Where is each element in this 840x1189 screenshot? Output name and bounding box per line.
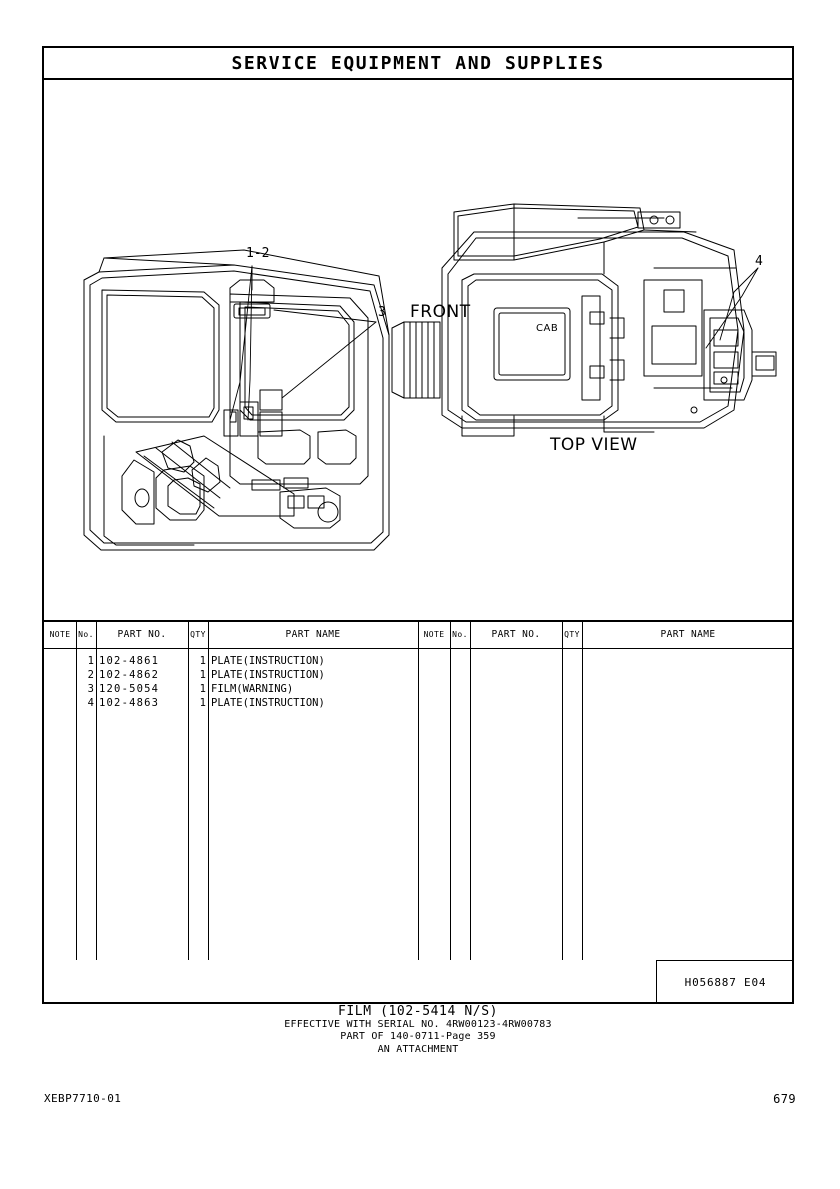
parts-table-grid (44, 622, 792, 960)
table-row: 102-4863 (99, 697, 160, 709)
caption-line-4: AN ATTACHMENT (377, 1043, 459, 1055)
parts-table (44, 620, 792, 960)
sheet-title: SERVICE EQUIPMENT AND SUPPLIES (231, 52, 605, 74)
caption-line-3: PART OF 140-0711-Page 359 (340, 1031, 496, 1042)
table-row: 1 (199, 655, 206, 667)
header-part-no-right: PART NO. (491, 629, 541, 640)
header-part-no-left: PART NO. (117, 629, 167, 640)
illustration-area (44, 80, 792, 620)
col-sep-l4 (208, 622, 209, 960)
table-row: 3 (87, 683, 94, 695)
table-row: 1 (199, 697, 206, 709)
header-part-name-left: PART NAME (285, 629, 341, 640)
table-row: 1 (199, 683, 206, 695)
caption-line-2: EFFECTIVE WITH SERIAL NO. 4RW00123-4RW00783 (284, 1018, 552, 1030)
header-note-right: NOTE (423, 630, 445, 639)
header-qty-left: QTY (190, 630, 206, 639)
label-top-view: TOP VIEW (550, 435, 638, 455)
figure-caption (42, 1006, 794, 1056)
table-row: 1 (87, 655, 94, 667)
col-sep-r4 (582, 622, 583, 960)
drawing-frame (42, 46, 794, 1004)
header-note-left: NOTE (49, 630, 71, 639)
col-sep-r3 (562, 622, 563, 960)
table-row: PLATE(INSTRUCTION) (211, 697, 325, 709)
table-row: 102-4862 (99, 669, 160, 681)
table-row: 4 (87, 697, 94, 709)
table-row: 120-5054 (99, 683, 160, 695)
table-row: FILM(WARNING) (211, 683, 294, 695)
table-row: PLATE(INSTRUCTION) (211, 655, 325, 667)
header-qty-right: QTY (564, 630, 580, 639)
header-no-right: No. (452, 630, 468, 639)
callout-1-2: 1-2 (246, 246, 270, 261)
label-cab: CAB (536, 323, 559, 334)
callout-4: 4 (755, 254, 763, 269)
drawing-number-block (656, 960, 794, 1004)
col-sep-r1 (450, 622, 451, 960)
exploded-view-drawing (44, 80, 792, 620)
header-no-left: No. (78, 630, 94, 639)
callout-3: 3 (378, 305, 386, 320)
caption-line-1: FILM (102-5414 N/S) (337, 1004, 499, 1019)
header-part-name-right: PART NAME (660, 629, 716, 640)
footer-page-number: 679 (773, 1092, 796, 1106)
drawing-number: H056887 E04 (684, 976, 767, 989)
col-sep-l2 (96, 622, 97, 960)
col-sep-r2 (470, 622, 471, 960)
table-row: 1 (199, 669, 206, 681)
sheet-title-bar (44, 48, 792, 80)
table-row: 102-4861 (99, 655, 160, 667)
col-sep-mid (418, 622, 419, 960)
table-row: PLATE(INSTRUCTION) (211, 669, 325, 681)
footer-publication-code: XEBP7710-01 (44, 1092, 122, 1105)
table-row: 2 (87, 669, 94, 681)
label-front: FRONT (410, 302, 471, 322)
